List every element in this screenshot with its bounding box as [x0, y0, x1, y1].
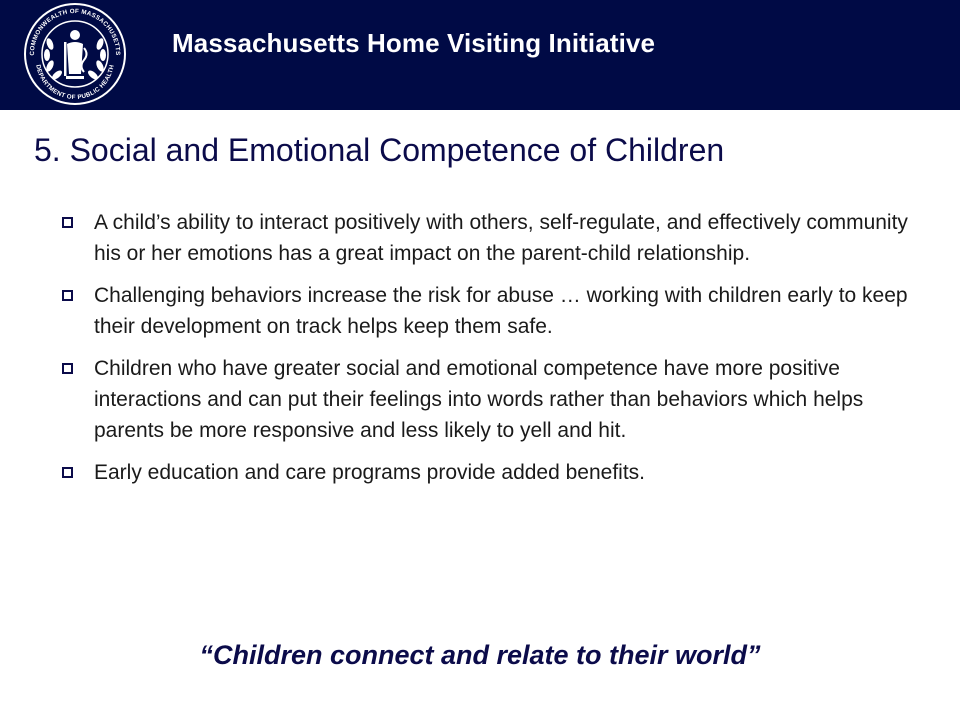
list-item — [62, 353, 912, 446]
bullet-list — [62, 207, 912, 499]
bullet-text: Early education and care programs provide added benefits. — [94, 461, 646, 484]
bullet-text: Children who have greater social and emotional competence have more positive interactions and can put their feelings into words rather than behaviors which helps parents be more responsive and less likely to yell and hit. — [94, 357, 864, 442]
header-banner — [0, 0, 960, 110]
list-item — [62, 457, 912, 488]
banner-title: Massachusetts Home Visiting Initiative — [172, 28, 656, 58]
list-item — [62, 280, 912, 342]
svg-text:COMMONWEALTH OF MASSACHUSETTS: COMMONWEALTH OF MASSACHUSETTS — [28, 7, 122, 56]
square-bullet-icon — [62, 467, 73, 478]
list-item — [62, 207, 912, 269]
slide-heading: 5. Social and Emotional Competence of Children — [34, 132, 725, 168]
closing-quote: “Children connect and relate to their world” — [199, 640, 761, 670]
square-bullet-icon — [62, 363, 73, 374]
square-bullet-icon — [62, 217, 73, 228]
bullet-text: A child’s ability to interact positively with others, self-regulate, and effectively community his or her emotions has a great impact on the parent-child relationship. — [94, 211, 908, 265]
square-bullet-icon — [62, 290, 73, 301]
bullet-text: Challenging behaviors increase the risk for abuse … working with children early to keep their development on track helps keep them safe. — [94, 284, 908, 338]
svg-text:DEPARTMENT OF PUBLIC HEALTH: DEPARTMENT OF PUBLIC HEALTH — [34, 64, 116, 102]
department-of-public-health-seal-icon — [16, 2, 134, 106]
